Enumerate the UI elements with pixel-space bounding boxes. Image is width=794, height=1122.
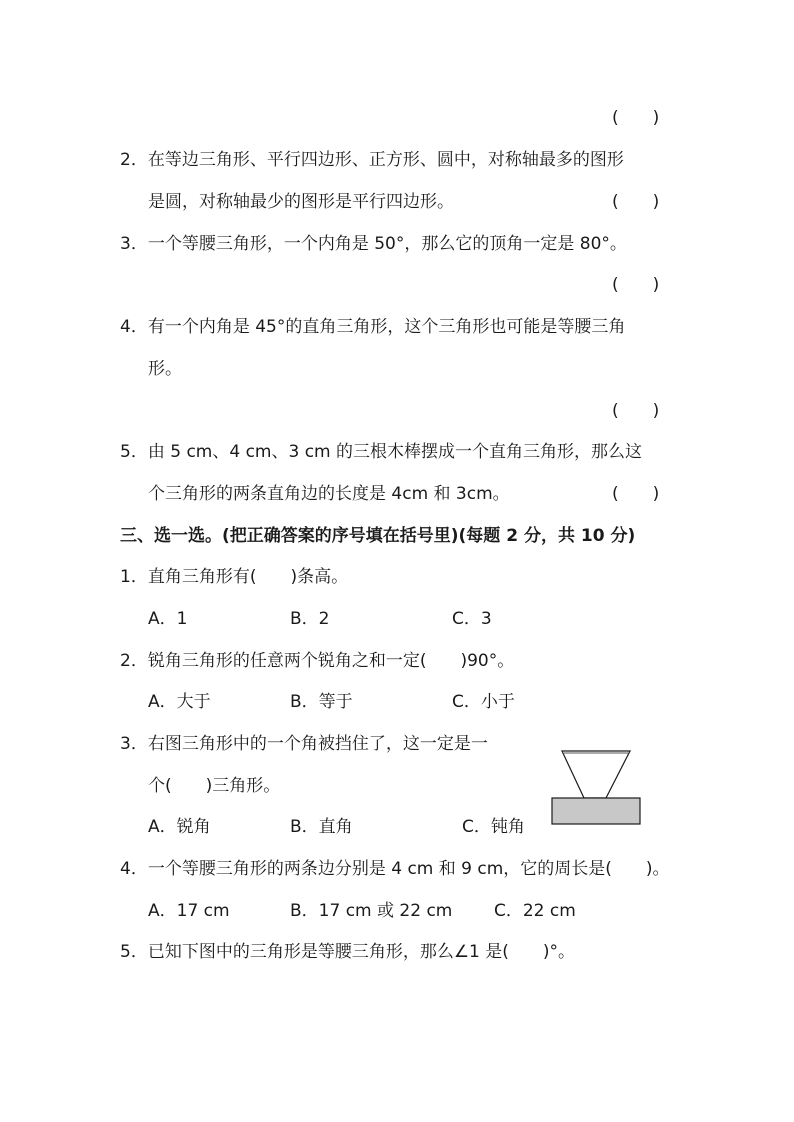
judge-q2-line2: 是圆，对称轴最少的图形是平行四边形。 xyxy=(148,192,454,212)
choice-q2-option-b[interactable]: B．等于 xyxy=(290,692,353,712)
choice-q4-option-b[interactable]: B．17 cm 或 22 cm xyxy=(290,901,453,921)
judge-q5-line1: 5．由 5 cm、4 cm、3 cm 的三根木棒摆成一个直角三角形，那么这 xyxy=(120,442,643,462)
choice-q1-text: 1．直角三角形有( )条高。 xyxy=(120,567,349,587)
triangle-shape xyxy=(562,751,630,798)
choice-q3-option-b[interactable]: B．直角 xyxy=(290,817,353,837)
choice-q2-option-c[interactable]: C．小于 xyxy=(452,692,515,712)
choice-q2-text: 2．锐角三角形的任意两个锐角之和一定( )90°。 xyxy=(120,651,515,671)
choice-q3-option-c[interactable]: C．钝角 xyxy=(462,817,525,837)
choice-q4-text: 4．一个等腰三角形的两条边分别是 4 cm 和 9 cm，它的周长是( )。 xyxy=(120,859,670,879)
answer-bracket-q3[interactable]: ( ) xyxy=(612,275,660,295)
choice-q5-text: 5．已知下图中的三角形是等腰三角形，那么∠1 是( )°。 xyxy=(120,942,576,962)
judge-q2-line1: 2．在等边三角形、平行四边形、正方形、圆中，对称轴最多的图形 xyxy=(120,150,624,170)
choice-q3-line2: 个( )三角形。 xyxy=(148,776,281,796)
choice-q1-option-b[interactable]: B．2 xyxy=(290,609,330,629)
answer-bracket-q2[interactable]: ( ) xyxy=(612,192,660,212)
choice-q3-option-a[interactable]: A．锐角 xyxy=(148,817,211,837)
answer-bracket-q1[interactable]: ( ) xyxy=(612,108,660,128)
hidden-angle-triangle-figure xyxy=(548,746,644,828)
choice-q4-option-c[interactable]: C．22 cm xyxy=(494,901,576,921)
judge-q4-line1: 4．有一个内角是 45°的直角三角形，这个三角形也可能是等腰三角 xyxy=(120,317,626,337)
judge-q5-line2: 个三角形的两条直角边的长度是 4cm 和 3cm。 xyxy=(148,484,510,504)
choice-q1-option-a[interactable]: A．1 xyxy=(148,609,188,629)
covering-block xyxy=(552,798,640,824)
choice-q3-line1: 3．右图三角形中的一个角被挡住了，这一定是一 xyxy=(120,734,488,754)
choice-q1-option-c[interactable]: C．3 xyxy=(452,609,492,629)
section-3-title: 三、选一选。(把正确答案的序号填在括号里)(每题 2 分，共 10 分) xyxy=(120,526,636,546)
answer-bracket-q5[interactable]: ( ) xyxy=(612,484,660,504)
judge-q3-line1: 3．一个等腰三角形，一个内角是 50°，那么它的顶角一定是 80°。 xyxy=(120,234,627,254)
answer-bracket-q4[interactable]: ( ) xyxy=(612,401,660,421)
choice-q2-option-a[interactable]: A．大于 xyxy=(148,692,211,712)
choice-q4-option-a[interactable]: A．17 cm xyxy=(148,901,230,921)
judge-q4-line2: 形。 xyxy=(148,359,182,379)
